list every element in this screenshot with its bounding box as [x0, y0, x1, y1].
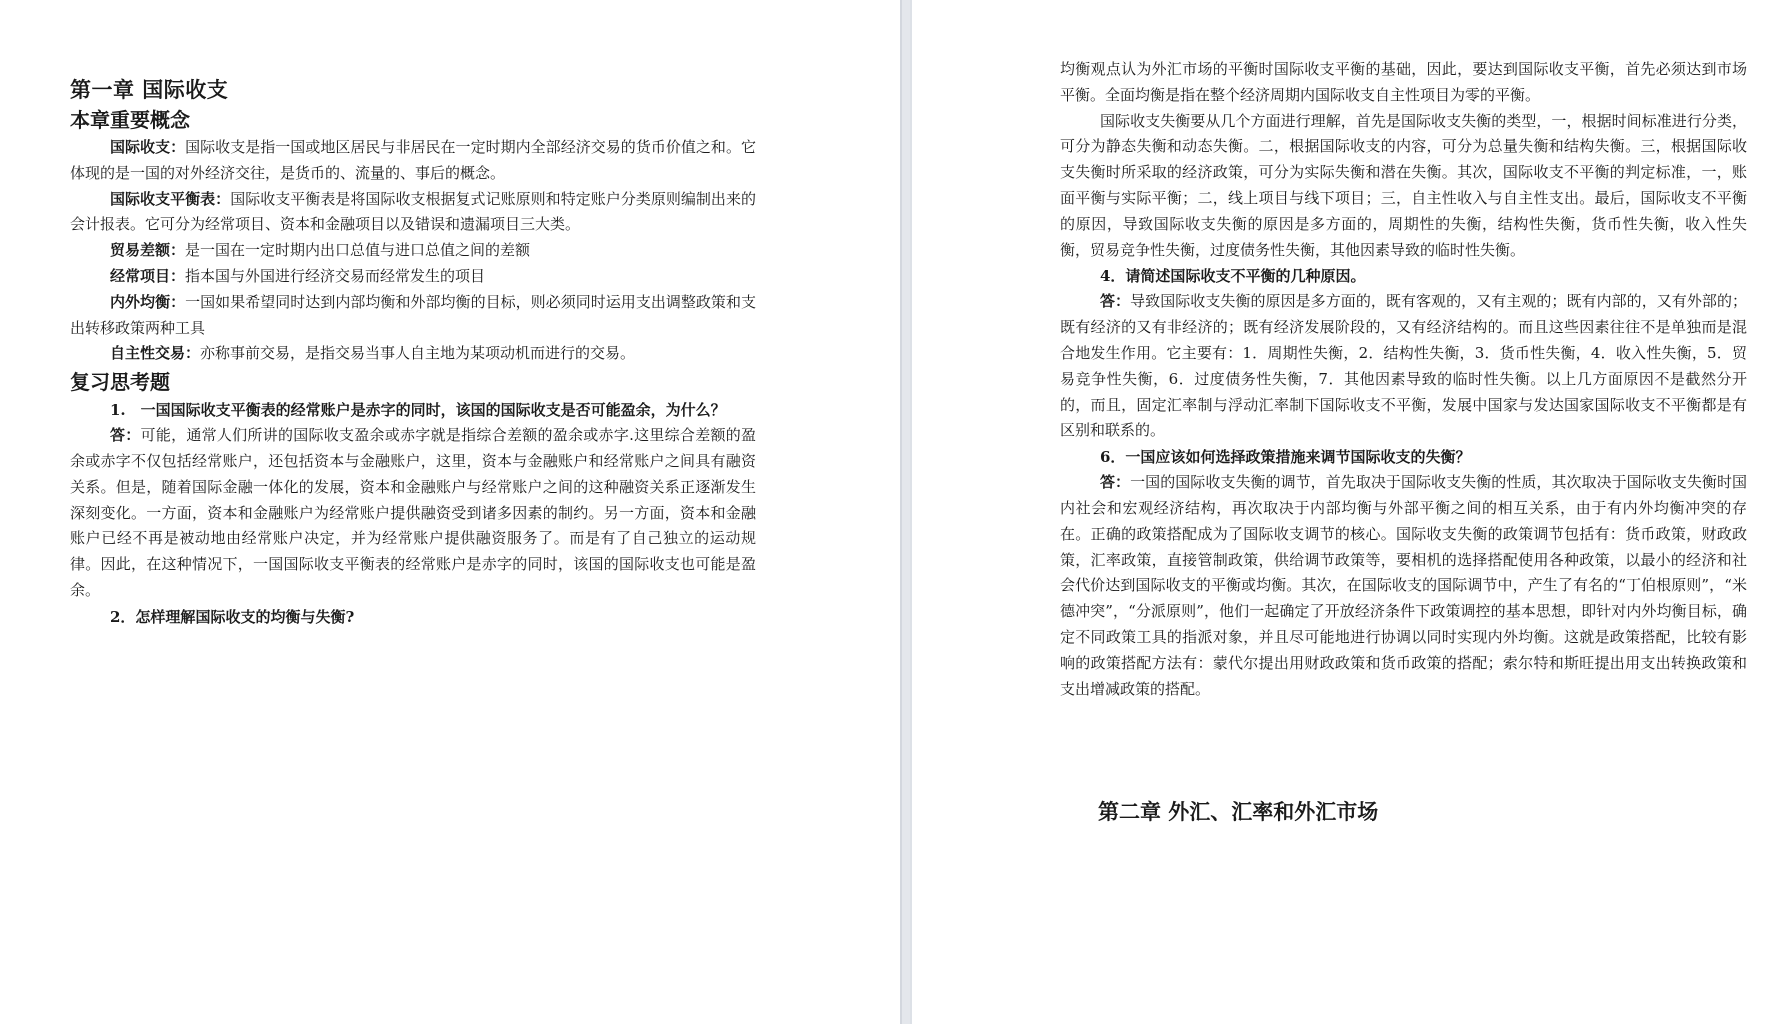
page-right	[912, 0, 1785, 1024]
page-left-content	[70, 75, 756, 630]
term-label: 国际收支平衡表：	[110, 189, 231, 208]
term-definition: 国际收支平衡表是将国际收支根据复式记账原则和特定账户分类原则编制出来的会计报表。它可分为经常项目、资本和金融项目以及错误和遗漏项目三大类。	[70, 189, 756, 234]
chapter-2-title: 第二章 外汇、汇率和外汇市场	[1098, 800, 1379, 825]
answer-text: 一国的国际收支失衡的调节，首先取决于国际收支失衡的性质，其次取决于国际收支失衡时国内社会和宏观经济结构，再次取决于内部均衡与外部平衡之间的相互关系，由于有内外均衡冲突的存在。正确的政策搭配成为了国际收支调节的核心。国际收支失衡的政策调节包括有：货币政策，财政政策，汇率政策，直接管制政策，供给调节政策等，要相机的选择搭配使用各种政策，以最小的经济和社会代价达到国际收支的平衡或均衡。其次，在国际收支的国际调节中，产生了有名的“丁伯根原则”，“米德冲突”，“分派原则”，他们一起确定了开放经济条件下政策调控的基本思想，即针对内外均衡目标，确定不同政策工具的指派对象，并且尽可能地进行协调以同时实现内外均衡。这就是政策搭配，比较有影响的政策搭配方法有：蒙代尔提出用财政政策和货币政策的搭配；索尔特和斯旺提出用支出转换政策和支出增减政策的搭配。	[1060, 473, 1747, 698]
continued-paragraph: 均衡观点认为外汇市场的平衡时国际收支平衡的基础，因此，要达到国际收支平衡，首先必须达到市场平衡。全面均衡是指在整个经济周期内国际收支自主性项目为零的平衡。	[1060, 60, 1747, 104]
answer-label: 答：	[1100, 292, 1131, 311]
imbalance-paragraph: 国际收支失衡要从几个方面进行理解，首先是国际收支失衡的类型，一，根据时间标准进行分类，可分为静态失衡和动态失衡。二，根据国际收支的内容，可分为总量失衡和结构失衡。三，根据国际收支失衡时所采取的经济政策，可分为实际失衡和潜在失衡。其次，国际收支不平衡的判定标准，一，账面平衡与实际平衡；二，线上项目与线下项目；三，自主性收入与自主性支出。最后，国际收支不平衡的原因，导致国际收支失衡的原因是多方面的，周期性的失衡，结构性失衡，货币性失衡，收入性失衡，贸易竞争性失衡，过度债务性失衡，其他因素导致的临时性失衡。	[1060, 111, 1747, 259]
term-label: 贸易差额：	[110, 241, 186, 260]
review-heading: 复习思考题	[70, 370, 170, 395]
answer-label: 答：	[1100, 473, 1131, 492]
term-label: 内外均衡：	[110, 292, 186, 311]
term-definition: 是一国在一定时期内出口总值与进口总值之间的差额	[185, 241, 531, 260]
term-label: 国际收支：	[110, 138, 186, 156]
answer-1	[70, 423, 756, 604]
term-definition: 一国如果希望同时达到内部均衡和外部均衡的目标，则必须同时运用支出调整政策和支出转移政策两种工具	[70, 292, 756, 337]
term-label: 经常项目：	[110, 266, 186, 285]
answer-label: 答：	[110, 426, 141, 445]
term-label: 自主性交易：	[110, 344, 201, 363]
term-paragraph	[70, 238, 756, 264]
answer-4	[1060, 289, 1747, 444]
question-4: 4．请简述国际收支不平衡的几种原因。	[1100, 267, 1366, 286]
question-1: 1. 一国国际收支平衡表的经常账户是赤字的同时，该国的国际收支是否可能盈余，为什么？	[110, 401, 726, 420]
answer-text: 可能，通常人们所讲的国际收支盈余或赤字就是指综合差额的盈余或赤字.这里综合差额的盈余或赤字不仅包括经常账户，还包括资本与金融账户，这里，资本与金融账户和经常账户之间具有融资关系。但是，随着国际金融一体化的发展，资本和金融账户与经常账户之间的这种融资关系正逐渐发生深刻变化。一方面，资本和金融账户为经常账户提供融资受到诸多因素的制约。另一方面，资本和金融账户已经不再是被动地由经常账户决定，并为经常账户提供融资服务了。而是有了自己独立的运动规律。因此，在这种情况下，一国国际收支平衡表的经常账户是赤字的同时，该国的国际收支也可能是盈余。	[70, 426, 756, 599]
term-paragraph	[70, 341, 756, 367]
term-definition: 国际收支是指一国或地区居民与非居民在一定时期内全部经济交易的货币价值之和。它体现的是一国的对外经济交往，是货币的、流量的、事后的概念。	[70, 138, 756, 182]
chapter-1-title: 第一章 国际收支	[70, 78, 229, 102]
term-definition: 亦称事前交易，是指交易当事人自主地为某项动机而进行的交易。	[200, 344, 636, 363]
term-paragraph	[70, 135, 756, 187]
concepts-heading: 本章重要概念	[70, 108, 190, 132]
answer-text: 导致国际收支失衡的原因是多方面的，既有客观的，又有主观的；既有内部的，又有外部的；既有经济的又有非经济的；既有经济发展阶段的，又有经济结构的。而且这些因素往往不是单独而是混合地发生作用。它主要有：1．周期性失衡，2．结构性失衡，3．货币性失衡，4．收入性失衡，5．贸易竞争性失衡，6．过度债务性失衡，7．其他因素导致的临时性失衡。以上几方面原因不是截然分开的，而且，固定汇率制与浮动汇率制下国际收支不平衡，发展中国家与发达国家国际收支不平衡都是有区别和联系的。	[1060, 292, 1747, 440]
term-paragraph	[70, 290, 756, 342]
term-definition: 指本国与外国进行经济交易而经常发生的项目	[185, 266, 486, 285]
answer-6	[1060, 470, 1747, 702]
question-6: 6．一国应该如何选择政策措施来调节国际收支的失衡？	[1100, 448, 1471, 467]
question-2: 2．怎样理解国际收支的均衡与失衡?	[110, 607, 355, 626]
page-gutter	[900, 0, 912, 1024]
term-paragraph	[70, 187, 756, 239]
term-paragraph	[70, 264, 756, 290]
